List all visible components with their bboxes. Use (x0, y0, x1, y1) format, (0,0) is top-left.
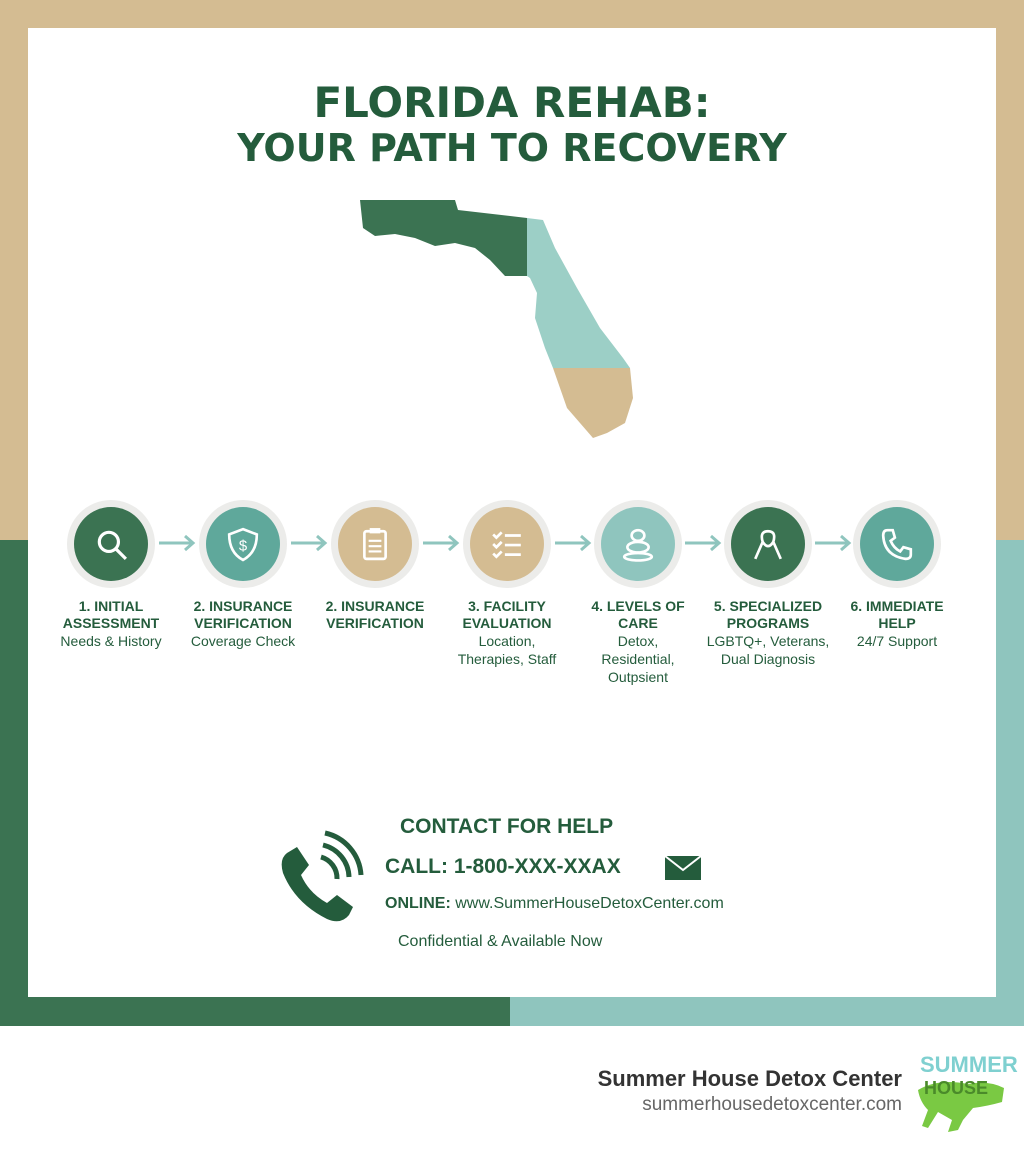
step-desc-line3: Outpsient (608, 669, 668, 685)
step-circle (731, 507, 805, 581)
step-title-line1: 3. FACILITY (468, 598, 546, 614)
phone-call-icon (275, 835, 370, 925)
step-ring (853, 500, 941, 588)
step-4 (442, 500, 572, 668)
step-2 (178, 500, 308, 650)
step-description (178, 632, 308, 650)
brand-name: Summer House Detox Center (597, 1066, 902, 1091)
florida-map (355, 198, 645, 458)
step-title-line2: VERIFICATION (326, 615, 424, 631)
step-title (703, 598, 833, 632)
step-title-line1: 2. INSURANCE (193, 598, 293, 614)
step-7 (832, 500, 962, 650)
clipboard-icon (358, 527, 392, 561)
step-title-line1: 4. LEVELS OF (591, 598, 685, 614)
contact-title: CONTACT FOR HELP (400, 815, 614, 838)
step-circle (601, 507, 675, 581)
step-title-line2: PROGRAMS (726, 615, 810, 631)
step-title (832, 598, 962, 632)
step-title-line2: HELP (878, 615, 916, 631)
shield-dollar-icon (226, 527, 260, 561)
step-desc-line1: Needs & History (60, 633, 162, 649)
svg-text:$: $ (238, 538, 248, 555)
step-desc-line2: Dual Diagnosis (720, 651, 816, 667)
step-ring (331, 500, 419, 588)
step-title (442, 598, 572, 632)
step-title-line2: CARE (618, 615, 658, 631)
online-label: ONLINE: (385, 895, 451, 912)
step-desc-line1: Detox, (617, 633, 659, 649)
step-circle (470, 507, 544, 581)
step-title-line2: VERIFICATION (194, 615, 292, 631)
online-link[interactable] (385, 895, 724, 913)
step-title (46, 598, 176, 632)
step-ring (199, 500, 287, 588)
step-description (46, 632, 176, 650)
step-desc-line1: Coverage Check (190, 633, 296, 649)
step-title-line1: 1. INITIAL (78, 598, 144, 614)
brand-url[interactable]: summerhousedetoxcenter.com (642, 1094, 902, 1115)
step-5 (573, 500, 703, 686)
svg-text:HOUSE: HOUSE (924, 1078, 989, 1098)
step-ring (594, 500, 682, 588)
step-circle (338, 507, 412, 581)
step-description (442, 632, 572, 668)
step-title-line1: 6. IMMEDIATE (850, 598, 944, 614)
step-ring (67, 500, 155, 588)
footer-brand (598, 1066, 902, 1116)
step-description (573, 632, 703, 686)
step-3 (310, 500, 440, 632)
step-desc-line1: LGBTQ+, Veterans, (706, 633, 830, 649)
step-desc-line1: 24/7 Support (856, 633, 938, 649)
step-ring (724, 500, 812, 588)
step-title-line1: 5. SPECIALIZED (713, 598, 823, 614)
step-title-line2: ASSESSMENT (62, 615, 160, 631)
step-circle (860, 507, 934, 581)
envelope-icon[interactable] (664, 855, 702, 881)
step-circle (206, 507, 280, 581)
step-title-line1: 2. INSURANCE (325, 598, 425, 614)
step-title (178, 598, 308, 632)
step-desc-line2: Therapies, Staff (457, 651, 557, 667)
step-desc-line1: Location, (478, 633, 536, 649)
stacked-stones-icon (621, 527, 655, 561)
ribbon-icon (751, 527, 785, 561)
svg-text:SUMMER: SUMMER (920, 1052, 1018, 1077)
step-circle (74, 507, 148, 581)
search-icon (94, 527, 128, 561)
title-line1: FLORIDA REHAB: (313, 78, 711, 127)
step-description (703, 632, 833, 668)
call-number[interactable]: CALL: 1-800-XXX-XXAX (385, 855, 621, 878)
online-url[interactable]: www.SummerHouseDetoxCenter.com (455, 895, 724, 912)
step-ring (463, 500, 551, 588)
step-title (310, 598, 440, 632)
checklist-icon (490, 527, 524, 561)
summer-house-logo (918, 1050, 1018, 1135)
step-6 (703, 500, 833, 668)
step-desc-line2: Residential, (601, 651, 675, 667)
confidential-note: Confidential & Available Now (398, 933, 603, 950)
phone-icon (880, 527, 914, 561)
step-title (573, 598, 703, 632)
step-description (832, 632, 962, 650)
step-title-line2: EVALUATION (462, 615, 552, 631)
step-1 (46, 500, 176, 650)
title-line2: YOUR PATH TO RECOVERY (237, 126, 787, 170)
